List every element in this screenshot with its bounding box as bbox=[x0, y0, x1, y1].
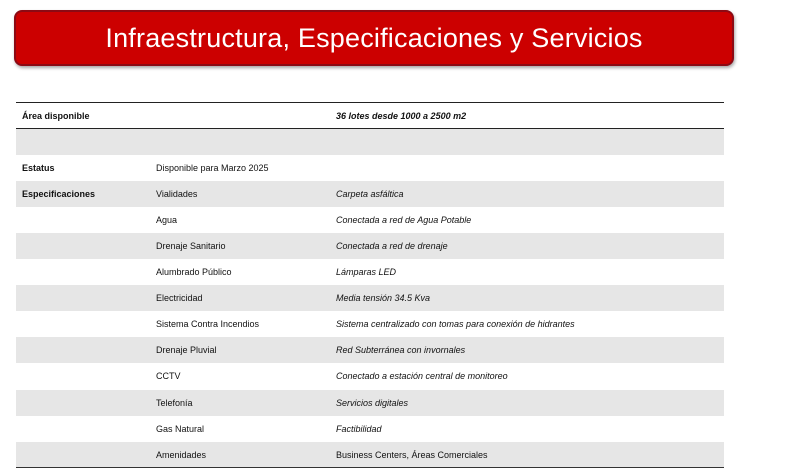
table-row bbox=[16, 103, 724, 129]
spec-detail: Factibilidad bbox=[336, 423, 382, 434]
status-value: Disponible para Marzo 2025 bbox=[156, 162, 269, 173]
spec-detail: Media tensión 34.5 Kva bbox=[330, 285, 724, 311]
empty-cell bbox=[150, 103, 330, 129]
spec-item: Gas Natural bbox=[156, 423, 205, 434]
status-label: Estatus bbox=[22, 162, 55, 173]
spec-item: Amenidades bbox=[150, 442, 330, 468]
table-row bbox=[16, 129, 724, 155]
spec-detail: Carpeta asfáltica bbox=[330, 181, 724, 207]
empty-cell bbox=[16, 259, 150, 285]
spec-item: Agua bbox=[156, 214, 178, 225]
title-banner bbox=[14, 10, 734, 66]
empty-cell bbox=[16, 337, 150, 363]
empty-cell bbox=[16, 390, 150, 416]
spec-detail: Business Centers, Áreas Comerciales bbox=[330, 442, 724, 468]
spec-item: Drenaje Pluvial bbox=[150, 337, 330, 363]
empty-cell bbox=[16, 416, 150, 442]
spec-item: CCTV bbox=[156, 371, 181, 382]
spec-item: Drenaje Sanitario bbox=[150, 233, 330, 259]
spec-item: Electricidad bbox=[150, 285, 330, 311]
table-row bbox=[16, 181, 724, 207]
specs-label: Especificaciones bbox=[16, 181, 150, 207]
table-row bbox=[16, 337, 724, 363]
page-title: Infraestructura, Especificaciones y Servicios bbox=[105, 22, 643, 53]
empty-cell bbox=[16, 285, 150, 311]
empty-cell bbox=[330, 155, 724, 181]
spec-item: Vialidades bbox=[150, 181, 330, 207]
spec-detail: Lámparas LED bbox=[336, 267, 397, 278]
empty-cell bbox=[150, 129, 330, 155]
table-row bbox=[16, 207, 724, 233]
table-row bbox=[16, 390, 724, 416]
spec-detail: Servicios digitales bbox=[330, 390, 724, 416]
area-value: 36 lotes desde 1000 a 2500 m2 bbox=[336, 110, 467, 121]
table-row bbox=[16, 155, 724, 181]
spec-item: Alumbrado Público bbox=[156, 267, 232, 278]
spec-item: Telefonía bbox=[150, 390, 330, 416]
table-row bbox=[16, 416, 724, 442]
specs-table bbox=[16, 102, 724, 468]
empty-cell bbox=[16, 363, 150, 389]
table-row bbox=[16, 285, 724, 311]
empty-cell bbox=[16, 311, 150, 337]
table-row bbox=[16, 259, 724, 285]
empty-cell bbox=[16, 233, 150, 259]
spec-item: Sistema Contra Incendios bbox=[156, 319, 260, 330]
empty-cell bbox=[16, 442, 150, 468]
empty-cell bbox=[16, 129, 150, 155]
table-row bbox=[16, 442, 724, 468]
spec-detail: Conectada a red de Agua Potable bbox=[336, 214, 472, 225]
spec-detail: Conectada a red de drenaje bbox=[330, 233, 724, 259]
empty-cell bbox=[330, 129, 724, 155]
spec-detail: Conectado a estación central de monitoreo bbox=[336, 371, 508, 382]
empty-cell bbox=[16, 207, 150, 233]
spec-detail: Sistema centralizado con tomas para conexión de hidrantes bbox=[336, 319, 575, 330]
spec-detail: Red Subterránea con invornales bbox=[330, 337, 724, 363]
table-row bbox=[16, 311, 724, 337]
table-row bbox=[16, 363, 724, 389]
area-label: Área disponible bbox=[22, 110, 90, 121]
table-row bbox=[16, 233, 724, 259]
